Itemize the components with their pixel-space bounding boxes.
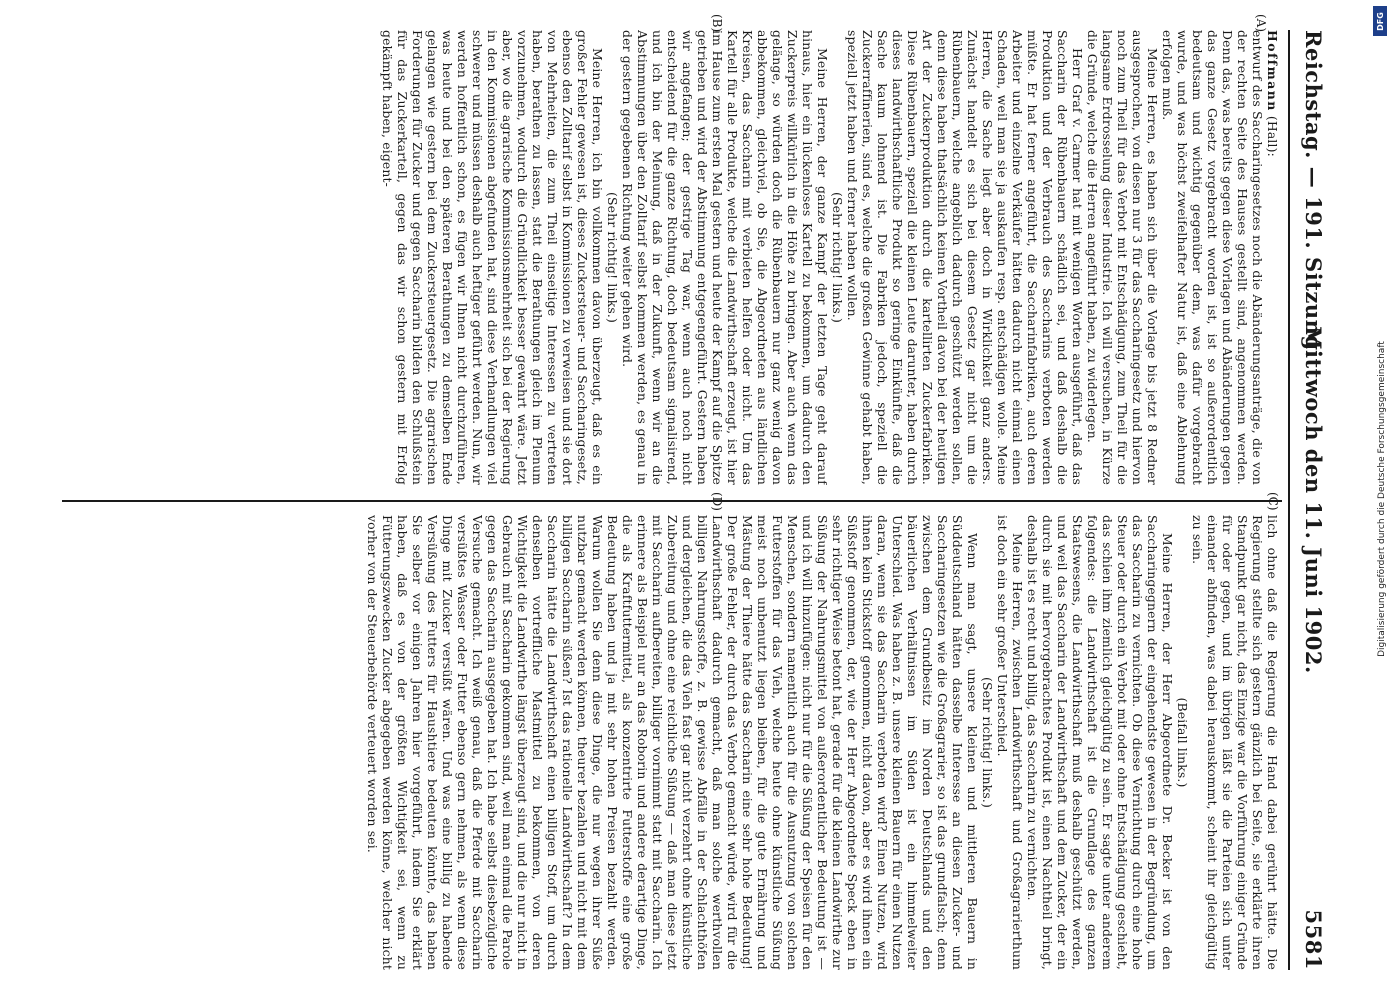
header-date: Mittwoch den 11. Juni 1902. [1300,326,1326,674]
paragraph: Wenn man sagt, unsere kleinen und mittleren Bauern in Süddeutschland hätten dasselbe Interesse an diesen Zucker- und Saccharingesetzen wie die Großagrarier, so ist das grundfalsch; denn zwischen dem Grundbesitz im Norden Deutschlands und den bäuerlichen Verhältnissen im Süden ist ein himmelweiter Unterschied. Was haben z. B. unsere kleinen Bauern für einen Nutzen daran, wenn sie das Saccharin verboten wird? Einen Nutzen, wird ihnen kein Stickstoff genommen, nicht davon, aber es wird ihnen ein Süßstoff genommen, der, wie der Herr Abgeordnete Speck eben in sehr richtiger Weise betont hat, gerade für die kleinen Landwirthe zur Süßung der Nahrungsmittel von außerordentlicher Bedeutung ist — und ich will hinzufügen: nicht nur für die Süßung der Speisen für den Menschen, sondern namentlich auch für die Ausnutzung von solchen Futterstoffen für das Vieh, welche heute ohne künstliche Süßung meist noch unbenutzt liegen bleiben, für die gute Ernährung und Mästung der Thiere hätte das Saccharin eine sehr hohe Bedeutung! Der große Fehler, der durch das Verbot gemacht würde, wird für die Landwirthschaft dadurch gemacht, daß man solche werthvollen billigen Nahrungsstoffe, z. B. gewisse Abfälle in der Schlachthöfen und dergleichen, die das Vieh fast gar nicht verzehrt ohne künstliche Zubereitung und ohne eine reichliche Süßung — daß man diese jetzt mit Saccharin aufbereiten, billiger vornimmt statt mit Saccharin. Ich erinnere als Beispiel nur an das Roborin und andere derartige Dinge, die als Kraftfuttermittel, als konzentrirte Futterstoffe eine große Bedeutung haben und ja mit sehr hohen Preisen bezahlt werden. Warum wollen Sie denn diese Dinge, die nur wegen ihrer Süße nutzbar gemacht werden können, theurer bezahlen und nicht mit dem billigen Saccharin süßen? Ist das rationelle Landwirthschaft? In dem Saccharin hätte die Landwirthschaft einen billigen Stoff, um durch denselben vortreffliche Mastmittel zu bekommen, von deren Wichtigkeit die Landwirthe längst überzeugt sind, und die nur nicht in Gebrauch mit Saccharin gekommen sind, weil man einmal die Parole gegen das Saccharin ausgegeben hat. Ich habe selbst diesbezügliche Versuche gemacht. Ich weiß genau, daß die Pferde mit Saccharin versüßtes Wasser oder Futter ebenso gern nehmen, als wenn diese Dinge mit Zucker versüßt wären. Und was eine billig zu habende Versüßung des Futters für Haushtiere bedeuten könnte, das haben Sie selber vor einigen Jahren hier vorgeführt, indem Sie erklärt haben, daß es von der größten Wichtigkeit sei, wenn zu Fütterungszwecken Zucker abgegeben werden könne, welcher nicht vorher von der Steuerbehörde verteuert worden sei. [364,515,980,970]
left-text-column [62,30,1280,485]
interjection: (Sehr richtig! links.) [829,192,845,323]
margin-marker-d: (D) [709,492,724,511]
rotated-scanned-page [44,10,1354,990]
header-rule [1288,30,1290,970]
header-page-number: 5581 [1300,909,1326,970]
margin-marker-a: (A) [1253,14,1268,33]
credit-text: Digitalisierung gefördert durch die Deutsche Forschungsgemeinschaft [1377,341,1387,657]
header-session-title: Reichstag. — 191. Sitzung. [1300,30,1326,359]
paragraph: Herr Graf v. Carmer hat mit wenigen Worten ausgeführt, daß das Saccharin der Rübenbauern schädlich sei, und daß deshalb die Produktion und der Verbrauch des Saccharins verboten werden müßte. Er hat ferner angeführt, die Saccharinfabriken, auch deren Arbeiter und einzelne Verkäufer hätten dadurch nicht einmal einen Schaden, weil man sie ja auskaufen resp. entschädigen wolle. Meine Herren, die Sache liegt aber doch in Wirklichkeit ganz anders. Zunächst handelt es sich bei diesem Gesetz gar nicht um die Rübenbauern, welche angeblich dadurch geschützt werden sollen, denn diese haben thatsächlich keinen Vortheil davon bei der heutigen Art der Zuckerproduktion durch die kartellirten Zuckerfabriken. Diese Rübenbauern, speziell die kleinen Leute darunter, haben durch dieses landwirthschaftliche Produkt so geringe Einkünfte, daß die Sache kaum lohnend ist. Die Fabriken jedoch, speziell die Zuckerraffinerien, sind es, welche die großen Gewinne gehabt haben, speziell jetzt haben und ferner haben wollen. [844,30,1085,485]
paragraph: Meine Herren, der ganze Kampf der letzten Tage geht darauf hinaus, hier ein lückenloses Kartell zu bekommen, um dadurch den Zuckerpreis willkürlich in die Höhe zu bringen. Aber auch wenn das gelänge, so würden doch die Rübenbauern nur ganz wenig davon abbekommen, gleichviel, ob Sie, die Abgeordneten aus ländlichen Kreisen, das Saccharin mit verbieten helfen oder nicht. Um das Kartell für alle Produkte, welche die Landwirthschaft erzeugt, ist hier im Hause zum ersten Mal gestern und heute der Kampf auf die Spitze getrieben und wird der Abstimmung entgegengeführt. Gestern haben wir angefangen; der gestrige Tag war, wenn auch noch nicht entscheidend für die ganze Richtung, doch bedeutsam signalisirend, und ich bin der Meinung, daß in der Zukunft, wenn wir an die Abstimmungen über den Zolltarif selbst kommen werden, es genau in der gestern gegebenen Richtung weiter gehen wird. [619,30,830,485]
paragraph: Meine Herren, es haben sich über die Vorlage bis jetzt 8 Redner ausgesprochen, von diesen nur 3 für das Saccharingesetz und hiervon noch zum Theil für das Verbot mit Entschädigung, zum Theil für die langsame Erdrosselung dieser Industrie. Ich will versuchen, in Kürze die Gründe, welche die Herren angeführt haben, zu widerlegen. [1084,30,1160,485]
interjection: (Beifall links.) [1174,697,1190,788]
interjection: (Sehr richtig! links.) [979,677,995,808]
page-header [1296,30,1326,970]
paragraph: Meine Herren, der Herr Abgeordnete Dr. Becker ist von den Saccharingegnern der eingehendste gewesen in der Begründung, um das Saccharin zu vernichten. Ob diese Vernichtung durch eine hohe Steuer oder durch ein Verbot mit oder ohne Entschädigung geschieht, das schien ihm ziemlich gleichgültig zu sein. Er sagte unter anderem folgendes: die Landwirthschaft ist die Grundlage des ganzen Staatswesens, die Landwirthschaft muß deshalb geschützt werden, und weil das Saccharin der Landwirthschaft und dem Zucker, der ein durch sie mit hervorgebrachtes Produkt ist, einen Nachtheil bringt, deshalb ist es recht und billig, das Saccharin zu vernichten. [1024,515,1175,970]
paragraph: Meine Herren, ich bin vollkommen davon überzeugt, daß es ein großer Fehler gewesen ist, dieses Zuckersteuer- und Saccharingesetz, ebenso den Zolltarif selbst in Kommissionen zu verweisen und sie dort von Mehrheiten, die zum Theil einseitige Interessen zu vertreten haben, berathen zu lassen, statt die Berathungen gleich im Plenum vorzunehmen, wodurch die Gründlichkeit besser gewahrt wäre. Jetzt aber, wo die agrarische Kommissionsmehrheit sich bei der Regierung in den Kommissionen abgefunden hat, sind diese Verhandlungen viel schwerer und müssen deshalb auch heftiger geführt werden. Nun, wir werden hoffentlich schon, es fügen wir Ihnen nicht durchzuführen, was heute und bei den späteren Berathungen zu demselben Ende gelangen wie gestern bei dem Zuckersteuergesetz. Die agrarischen Forderungen für Zucker und gegen Saccharin bilden den Schlußstein für das Zuckerkartell, gegen das wir schon gestern mit Erfolg gekämpft haben, eigent- [379,30,605,485]
margin-marker-c: (C) [1265,492,1280,511]
column-divider [62,500,1282,502]
paragraph: lich ohne daß die Regierung die Hand dabei gerührt hätte. Die Regierung stellte sich gestern gänzlich bei Seite, sie erklärte ihren Standpunkt gar nicht, das Einzige war die Vorführung einiger Gründe für oder gegen, und im übrigen läßt sie die Parteien sich unter einander abfinden, was dabei herauskommt, scheint ihr gleichgültig zu sein. [1189,515,1280,970]
speaker-suffix: (Hall): [1264,115,1280,157]
dfg-logo-text: DFG [1375,11,1385,31]
margin-marker-b: (B) [709,14,724,33]
speaker-line [1265,30,1280,485]
digitization-credit [1371,0,1393,1000]
interjection: (Sehr richtig! links.) [604,192,620,323]
speaker-name: Hoffmann [1264,30,1280,112]
right-text-column [62,515,1280,970]
paragraph: Meine Herren, zwischen Landwirthschaft und Großagrarierthum ist doch ein sehr großer Unterschied. [994,515,1025,970]
paragraph: entwurf des Saccharingesetzes noch die Abänderungsanträge, die von der rechten Seite des Hauses gestellt sind, angenommen werden. Denn das, was bereits gegen diese Vorlagen und Abänderungen gegen das ganze Gesetz vorgebracht worden ist, ist so außerordentlich bedeutsam und wichtig gegenüber dem, was dafür vorgebracht wurde, und was höchst zweifelhafter Natur ist, daß eine Ablehnung erfolgen muß. [1159,30,1265,485]
